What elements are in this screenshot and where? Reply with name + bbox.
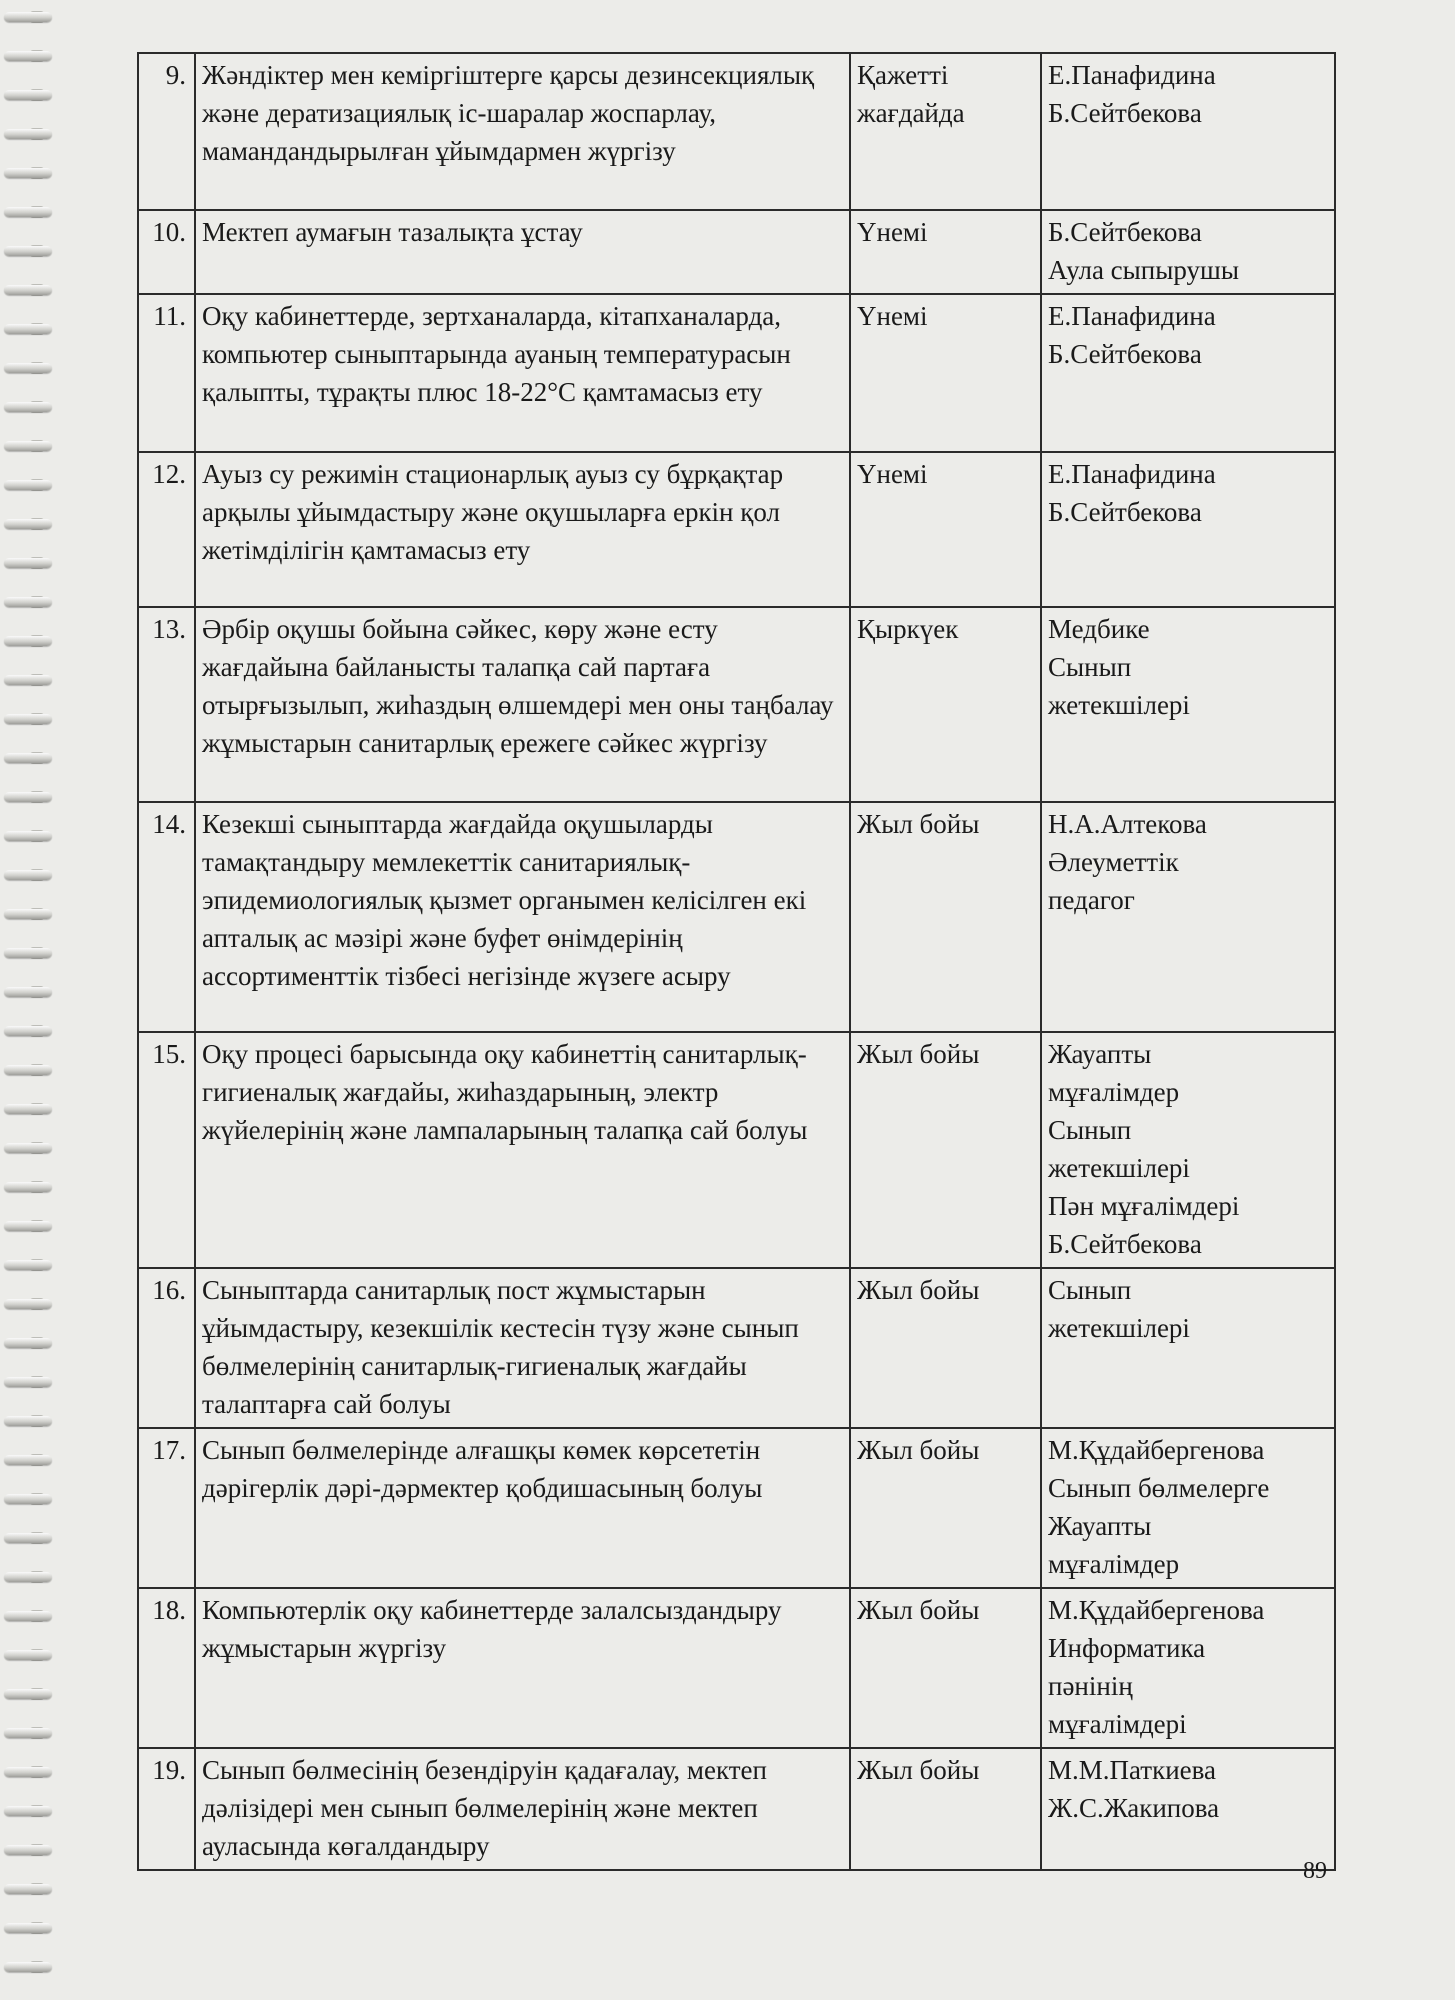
binding-ring [4, 51, 52, 61]
table-row [138, 1748, 1335, 1870]
binding-ring [4, 1026, 52, 1036]
row-number: 17. [138, 1428, 195, 1588]
binding-ring [4, 519, 52, 529]
binding-ring [4, 1494, 52, 1504]
binding-ring [4, 12, 52, 22]
activity-cell: Сынып бөлмесінің безендіруін қадағалау, мектеп дәлізідері мен сынып бөлмелерінің және мектеп ауласында көгалдандыру [195, 1748, 850, 1870]
table-row [138, 452, 1335, 607]
binding-ring [4, 753, 52, 763]
table-row [138, 1032, 1335, 1268]
row-number: 18. [138, 1588, 195, 1748]
binding-ring [4, 207, 52, 217]
binding-ring [4, 441, 52, 451]
responsible-cell: Сынып жетекшілері [1041, 1268, 1335, 1428]
table-row [138, 1268, 1335, 1428]
responsible-cell: Е.Панафидина Б.Сейтбекова [1041, 294, 1335, 452]
period-cell: Үнемі [850, 452, 1041, 607]
binding-ring [4, 558, 52, 568]
activity-cell: Жәндіктер мен кеміргіштерге қарсы дезинсекциялық және дератизациялық іс-шаралар жоспарлау, мамандандырылған ұйымдармен жүргізу [195, 53, 850, 210]
binding-ring [4, 129, 52, 139]
binding-ring [4, 1065, 52, 1075]
activity-cell: Компьютерлік оқу кабинеттерде залалсыздандыру жұмыстарын жүргізу [195, 1588, 850, 1748]
binding-ring [4, 1416, 52, 1426]
activity-cell: Мектеп аумағын тазалықта ұстау [195, 210, 850, 294]
activity-cell: Әрбір оқушы бойына сәйкес, көру және есту жағдайына байланысты талапқа сай партаға отырғызылып, жиһаздың өлшемдері мен оны таңбалау жұмыстарын санитарлық ережеге сәйкес жүргізу [195, 607, 850, 802]
activity-table [137, 52, 1336, 1871]
binding-ring [4, 1143, 52, 1153]
table-row [138, 1588, 1335, 1748]
binding-ring [4, 1533, 52, 1543]
row-number: 15. [138, 1032, 195, 1268]
binding-ring [4, 1221, 52, 1231]
binding-ring [4, 870, 52, 880]
binding-ring [4, 948, 52, 958]
row-number: 13. [138, 607, 195, 802]
binding-ring [4, 1923, 52, 1933]
responsible-cell: Н.А.Алтекова Әлеуметтік педагог [1041, 802, 1335, 1032]
period-cell: Үнемі [850, 210, 1041, 294]
binding-ring [4, 597, 52, 607]
binding-ring [4, 1728, 52, 1738]
responsible-cell: Б.Сейтбекова Аула сыпырушы [1041, 210, 1335, 294]
binding-ring [4, 1689, 52, 1699]
binding-ring [4, 480, 52, 490]
table-row [138, 802, 1335, 1032]
binding-ring [4, 402, 52, 412]
period-cell: Қыркүек [850, 607, 1041, 802]
period-cell: Жыл бойы [850, 1588, 1041, 1748]
activity-cell: Кезекші сыныптарда жағдайда оқушыларды тамақтандыру мемлекеттік санитариялық-эпидемиологиялық қызмет органымен келісілген екі апталық ас мәзірі және буфет өнімдерінің ассортименттік тізбесі негізінде жүзеге асыру [195, 802, 850, 1032]
row-number: 16. [138, 1268, 195, 1428]
row-number: 11. [138, 294, 195, 452]
period-cell: Жыл бойы [850, 1268, 1041, 1428]
binding-ring [4, 909, 52, 919]
responsible-cell: Е.Панафидина Б.Сейтбекова [1041, 53, 1335, 210]
binding-ring [4, 363, 52, 373]
period-cell: Жыл бойы [850, 1032, 1041, 1268]
row-number: 10. [138, 210, 195, 294]
binding-ring [4, 168, 52, 178]
binding-ring [4, 1650, 52, 1660]
binding-ring [4, 324, 52, 334]
binding-ring [4, 792, 52, 802]
activity-cell: Сынып бөлмелерінде алғашқы көмек көрсететін дәрігерлік дәрі-дәрмектер қобдишасының болуы [195, 1428, 850, 1588]
row-number: 12. [138, 452, 195, 607]
table-row [138, 607, 1335, 802]
binding-ring [4, 987, 52, 997]
binding-ring [4, 1260, 52, 1270]
binding-ring [4, 636, 52, 646]
binding-ring [4, 1962, 52, 1972]
responsible-cell: Е.Панафидина Б.Сейтбекова [1041, 452, 1335, 607]
binding-ring [4, 1377, 52, 1387]
table-row [138, 53, 1335, 210]
binding-ring [4, 1182, 52, 1192]
period-cell: Үнемі [850, 294, 1041, 452]
activity-cell: Оқу процесі барысында оқу кабинеттің санитарлық-гигиеналық жағдайы, жиһаздарының, электр жүйелерінің және лампаларының талапқа сай болуы [195, 1032, 850, 1268]
binding-ring [4, 675, 52, 685]
binding-ring [4, 1611, 52, 1621]
period-cell: Қажетті жағдайда [850, 53, 1041, 210]
activity-cell: Сыныптарда санитарлық пост жұмыстарын ұйымдастыру, кезекшілік кестесін түзу және сынып бөлмелерінің санитарлық-гигиеналық жағдайы талаптарға сай болуы [195, 1268, 850, 1428]
binding-ring [4, 285, 52, 295]
period-cell: Жыл бойы [850, 1748, 1041, 1870]
binding-ring [4, 1104, 52, 1114]
binding-ring [4, 1572, 52, 1582]
binding-ring [4, 246, 52, 256]
spiral-binding [0, 0, 70, 2000]
row-number: 14. [138, 802, 195, 1032]
binding-ring [4, 1455, 52, 1465]
row-number: 9. [138, 53, 195, 210]
binding-ring [4, 1338, 52, 1348]
period-cell: Жыл бойы [850, 1428, 1041, 1588]
binding-ring [4, 714, 52, 724]
table-row [138, 1428, 1335, 1588]
responsible-cell: М.М.Паткиева Ж.С.Жакипова [1041, 1748, 1335, 1870]
responsible-cell: М.Құдайбергенова Сынып бөлмелерге Жауапты мұғалімдер [1041, 1428, 1335, 1588]
binding-ring [4, 1884, 52, 1894]
binding-ring [4, 1806, 52, 1816]
responsible-cell: Медбике Сынып жетекшілері [1041, 607, 1335, 802]
binding-ring [4, 90, 52, 100]
page-number: 89 [1303, 1858, 1327, 1884]
binding-ring [4, 1299, 52, 1309]
row-number: 19. [138, 1748, 195, 1870]
binding-ring [4, 1845, 52, 1855]
binding-ring [4, 831, 52, 841]
binding-ring [4, 1767, 52, 1777]
period-cell: Жыл бойы [850, 802, 1041, 1032]
table-row [138, 294, 1335, 452]
responsible-cell: Жауапты мұғалімдер Сынып жетекшілері Пән мұғалімдері Б.Сейтбекова [1041, 1032, 1335, 1268]
activity-cell: Оқу кабинеттерде, зертханаларда, кітапханаларда, компьютер сыныптарында ауаның температурасын қалыпты, тұрақты плюс 18-22°С қамтамасыз ету [195, 294, 850, 452]
responsible-cell: М.Құдайбергенова Информатика пәнінің мұғалімдері [1041, 1588, 1335, 1748]
activity-cell: Ауыз су режимін стационарлық ауыз су бұрқақтар арқылы ұйымдастыру және оқушыларға еркін қол жетімділігін қамтамасыз ету [195, 452, 850, 607]
table-row [138, 210, 1335, 294]
